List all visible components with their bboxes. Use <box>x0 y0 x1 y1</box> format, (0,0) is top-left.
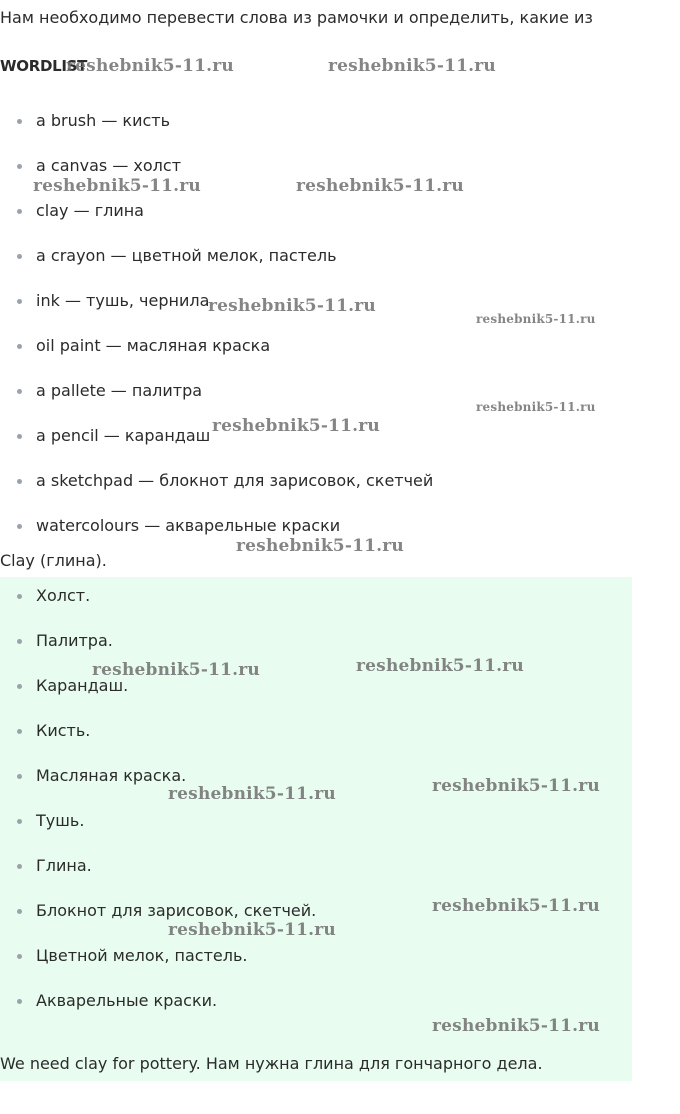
bullet-icon <box>17 299 22 304</box>
wordlist-entry: a brush — кисть <box>36 111 171 130</box>
watermark: reshebnik5-11.ru <box>168 920 336 940</box>
list-item <box>0 946 632 991</box>
answer-label: Clay (глина). <box>0 551 107 570</box>
final-sentence: We need clay for pottery. Нам нужна глина для гончарного дела. <box>0 1054 543 1073</box>
answer-entry: Глина. <box>36 856 92 875</box>
bullet-icon <box>17 684 22 689</box>
wordlist-entry: watercolours — акварельные краски <box>36 516 341 535</box>
list-item <box>0 336 632 381</box>
list-item <box>0 471 632 516</box>
bullet-icon <box>17 594 22 599</box>
wordlist-entry: ink — тушь, чернила <box>36 291 210 310</box>
watermark: reshebnik5-11.ru <box>296 176 464 196</box>
bullet-icon <box>17 999 22 1004</box>
watermark: reshebnik5-11.ru <box>168 784 336 804</box>
bullet-icon <box>17 639 22 644</box>
answer-entry: Кисть. <box>36 721 91 740</box>
watermark: reshebnik5-11.ru <box>236 536 404 556</box>
answer-entry: Масляная краска. <box>36 766 187 785</box>
wordlist-entry: a pencil — карандаш <box>36 426 211 445</box>
watermark: reshebnik5-11.ru <box>476 312 596 326</box>
watermark: reshebnik5-11.ru <box>328 56 496 76</box>
watermark: reshebnik5-11.ru <box>208 296 376 316</box>
answer-entry: Тушь. <box>36 811 85 830</box>
list-item <box>0 676 632 721</box>
answer-entry: Цветной мелок, пастель. <box>36 946 248 965</box>
wordlist-entry: a sketchpad — блокнот для зарисовок, скетчей <box>36 471 434 490</box>
watermark: reshebnik5-11.ru <box>92 660 260 680</box>
wordlist-entry: a crayon — цветной мелок, пастель <box>36 246 337 265</box>
watermark: reshebnik5-11.ru <box>432 1016 600 1036</box>
answer-entry: Блокнот для зарисовок, скетчей. <box>36 901 317 920</box>
list-item <box>0 721 632 766</box>
bullet-icon <box>17 774 22 779</box>
bullet-icon <box>17 864 22 869</box>
answer-entry: Холст. <box>36 586 91 605</box>
watermark: reshebnik5-11.ru <box>212 416 380 436</box>
list-item <box>0 856 632 901</box>
bullet-icon <box>17 479 22 484</box>
watermark: reshebnik5-11.ru <box>432 776 600 796</box>
watermark: reshebnik5-11.ru <box>356 656 524 676</box>
bullet-icon <box>17 909 22 914</box>
list-item <box>0 246 632 291</box>
watermark: reshebnik5-11.ru <box>432 896 600 916</box>
list-item <box>0 201 632 246</box>
answer-entry: Палитра. <box>36 631 113 650</box>
wordlist-entry: clay — глина <box>36 201 144 220</box>
watermark: reshebnik5-11.ru <box>33 176 201 196</box>
wordlist-entry: a canvas — холст <box>36 156 182 175</box>
bullet-icon <box>17 119 22 124</box>
list-item <box>0 586 632 631</box>
bullet-icon <box>17 389 22 394</box>
list-item <box>0 811 632 856</box>
bullet-icon <box>17 524 22 529</box>
watermark: reshebnik5-11.ru <box>66 56 234 76</box>
bullet-icon <box>17 954 22 959</box>
bullet-icon <box>17 819 22 824</box>
bullet-icon <box>17 254 22 259</box>
wordlist-entry: a pallete — палитра <box>36 381 203 400</box>
wordlist-title: WORDLIST <box>0 57 88 75</box>
watermark: reshebnik5-11.ru <box>476 400 596 414</box>
answer-list <box>0 586 632 1036</box>
bullet-icon <box>17 729 22 734</box>
bullet-icon <box>17 209 22 214</box>
intro-text: Нам необходимо перевести слова из рамочки и определить, какие из <box>0 8 593 27</box>
list-item <box>0 111 632 156</box>
answer-entry: Карандаш. <box>36 676 129 695</box>
wordlist-entry: oil paint — масляная краска <box>36 336 271 355</box>
bullet-icon <box>17 164 22 169</box>
bullet-icon <box>17 344 22 349</box>
answer-entry: Акварельные краски. <box>36 991 218 1010</box>
bullet-icon <box>17 434 22 439</box>
